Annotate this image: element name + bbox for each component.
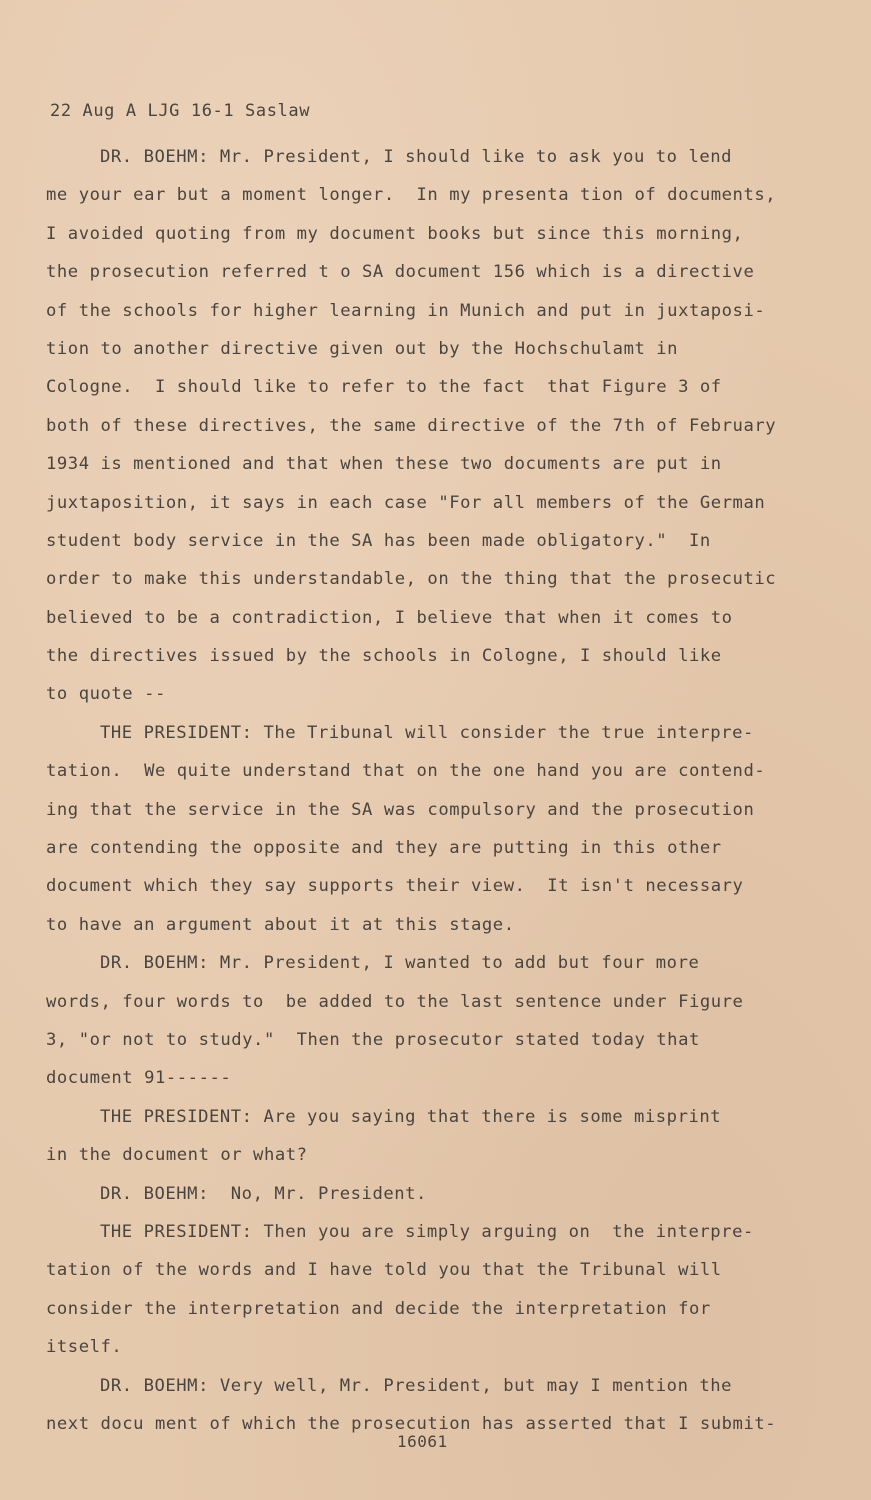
transcript-line: THE PRESIDENT: The Tribunal will consider the true interpre- <box>100 722 754 743</box>
transcript-line: DR. BOEHM: No, Mr. President. <box>100 1183 427 1204</box>
transcript-line: THE PRESIDENT: Then you are simply arguing on the interpre- <box>100 1221 754 1242</box>
transcript-line: believed to be a contradiction, I believe that when it comes to <box>46 607 733 628</box>
transcript-line: to quote -- <box>46 684 166 705</box>
transcript-line: juxtaposition, it says in each case "For all members of the German <box>46 492 766 513</box>
transcript-line: next docu ment of which the prosecution has asserted that I submit- <box>46 1413 777 1434</box>
transcript-line: of the schools for higher learning in Munich and put in juxtaposi- <box>46 300 766 321</box>
document-header: 22 Aug A LJG 16-1 Saslaw <box>50 101 311 121</box>
transcript-line: the directives issued by the schools in Cologne, I should like <box>46 646 722 667</box>
transcript-line: words, four words to be added to the last sentence under Figure <box>46 991 744 1012</box>
transcript-line: both of these directives, the same directive of the 7th of February <box>46 415 777 436</box>
transcript-line: ing that the service in the SA was compulsory and the prosecution <box>46 799 755 820</box>
transcript-line: student body service in the SA has been made obligatory." In <box>46 530 711 551</box>
transcript-line: DR. BOEHM: Mr. President, I wanted to add but four more <box>100 953 700 974</box>
transcript-line: the prosecution referred t o SA document 156 which is a directive <box>46 262 755 283</box>
transcript-line: consider the interpretation and decide the interpretation for <box>46 1298 711 1319</box>
transcript-line: tation of the words and I have told you that the Tribunal will <box>46 1260 722 1281</box>
transcript-line: in the document or what? <box>46 1145 308 1166</box>
transcript-line: THE PRESIDENT: Are you saying that there is some misprint <box>100 1106 722 1127</box>
transcript-body <box>46 138 826 1443</box>
transcript-line: I avoided quoting from my document books but since this morning, <box>46 223 744 244</box>
transcript-line: DR. BOEHM: Mr. President, I should like to ask you to lend <box>100 147 733 167</box>
transcript-line: tion to another directive given out by the Hochschulamt in <box>46 338 679 359</box>
transcript-line: me your ear but a moment longer. In my presenta tion of documents, <box>46 185 777 206</box>
transcript-line: to have an argument about it at this stage. <box>46 914 515 935</box>
transcript-line: tation. We quite understand that on the one hand you are contend- <box>46 761 766 782</box>
transcript-line: DR. BOEHM: Very well, Mr. President, but may I mention the <box>100 1375 733 1396</box>
transcript-line: 3, "or not to study." Then the prosecutor stated today that <box>46 1029 700 1050</box>
page-number: 16061 <box>397 1432 448 1451</box>
transcript-line: order to make this understandable, on the thing that the prosecutic <box>46 569 777 590</box>
transcript-line: 1934 is mentioned and that when these two documents are put in <box>46 454 722 475</box>
transcript-line: itself. <box>46 1337 123 1358</box>
transcript-line: are contending the opposite and they are putting in this other <box>46 838 722 859</box>
transcript-line: document 91------ <box>46 1068 232 1089</box>
transcript-line: document which they say supports their view. It isn't necessary <box>46 876 744 897</box>
transcript-line: Cologne. I should like to refer to the fact that Figure 3 of <box>46 377 722 398</box>
